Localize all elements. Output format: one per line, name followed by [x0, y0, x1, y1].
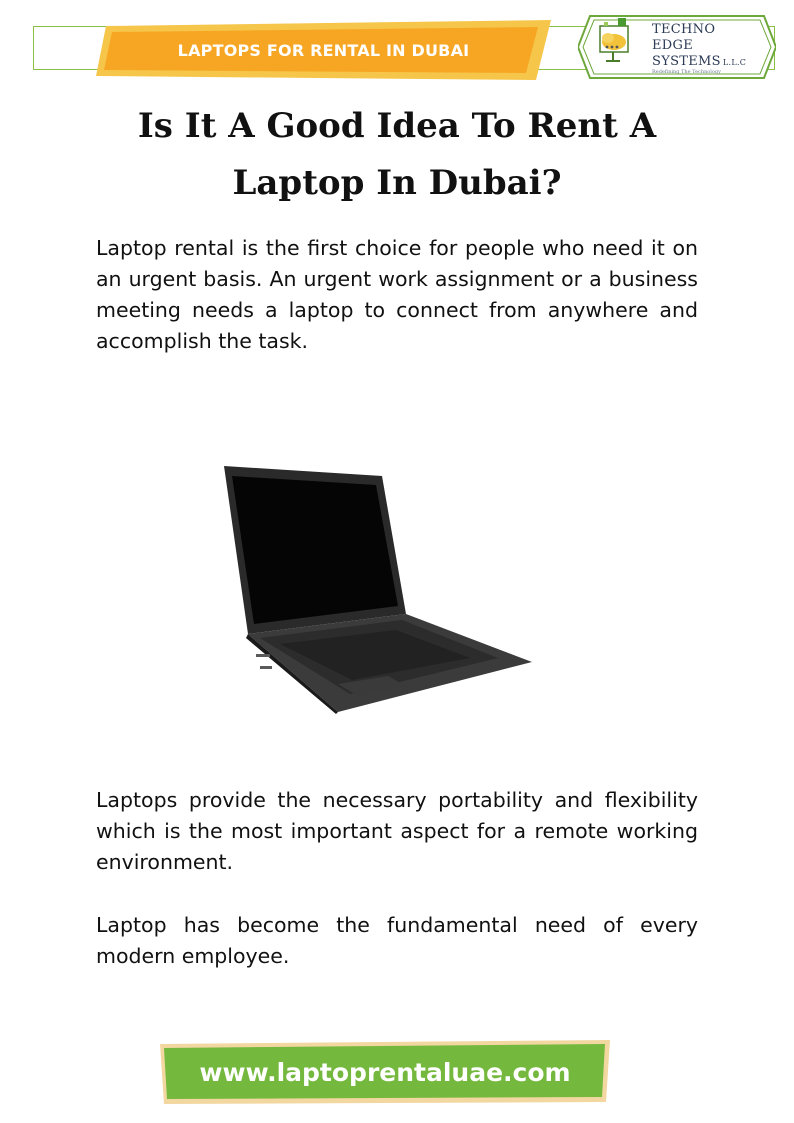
- title-line-1: Is It A Good Idea To Rent A: [137, 106, 657, 146]
- logo-systems-word: SYSTEMS: [652, 54, 721, 69]
- laptop-illustration: [220, 462, 532, 714]
- website-url[interactable]: www.laptoprentaluae.com: [199, 1057, 571, 1087]
- portability-paragraph: Laptops provide the necessary portability and flexibility which is the most important aspect for a remote working environment.: [96, 788, 698, 874]
- laptop-image: [220, 462, 532, 714]
- intro-paragraph: Laptop rental is the first choice for people who need it on an urgent basis. An urgent work assignment or a business meeting needs a laptop to connect from anywhere and accomplish the task.: [96, 236, 698, 353]
- header-banner: [96, 20, 551, 80]
- logo-line-edge: EDGE: [652, 38, 693, 53]
- logo-llc: L.L.C: [722, 58, 747, 67]
- title-line-2: Laptop In Dubai?: [232, 163, 562, 203]
- logo-wordmark: [652, 22, 746, 76]
- need-paragraph: Laptop has become the fundamental need of every modern employee.: [96, 913, 698, 968]
- banner-label: LAPTOPS FOR RENTAL IN DUBAI: [177, 40, 470, 60]
- page-title: [60, 98, 734, 212]
- logo-line-techno: TECHNO: [652, 22, 716, 37]
- website-url-button[interactable]: [158, 1040, 612, 1104]
- logo-tagline: Redefining The Technology: [652, 69, 721, 75]
